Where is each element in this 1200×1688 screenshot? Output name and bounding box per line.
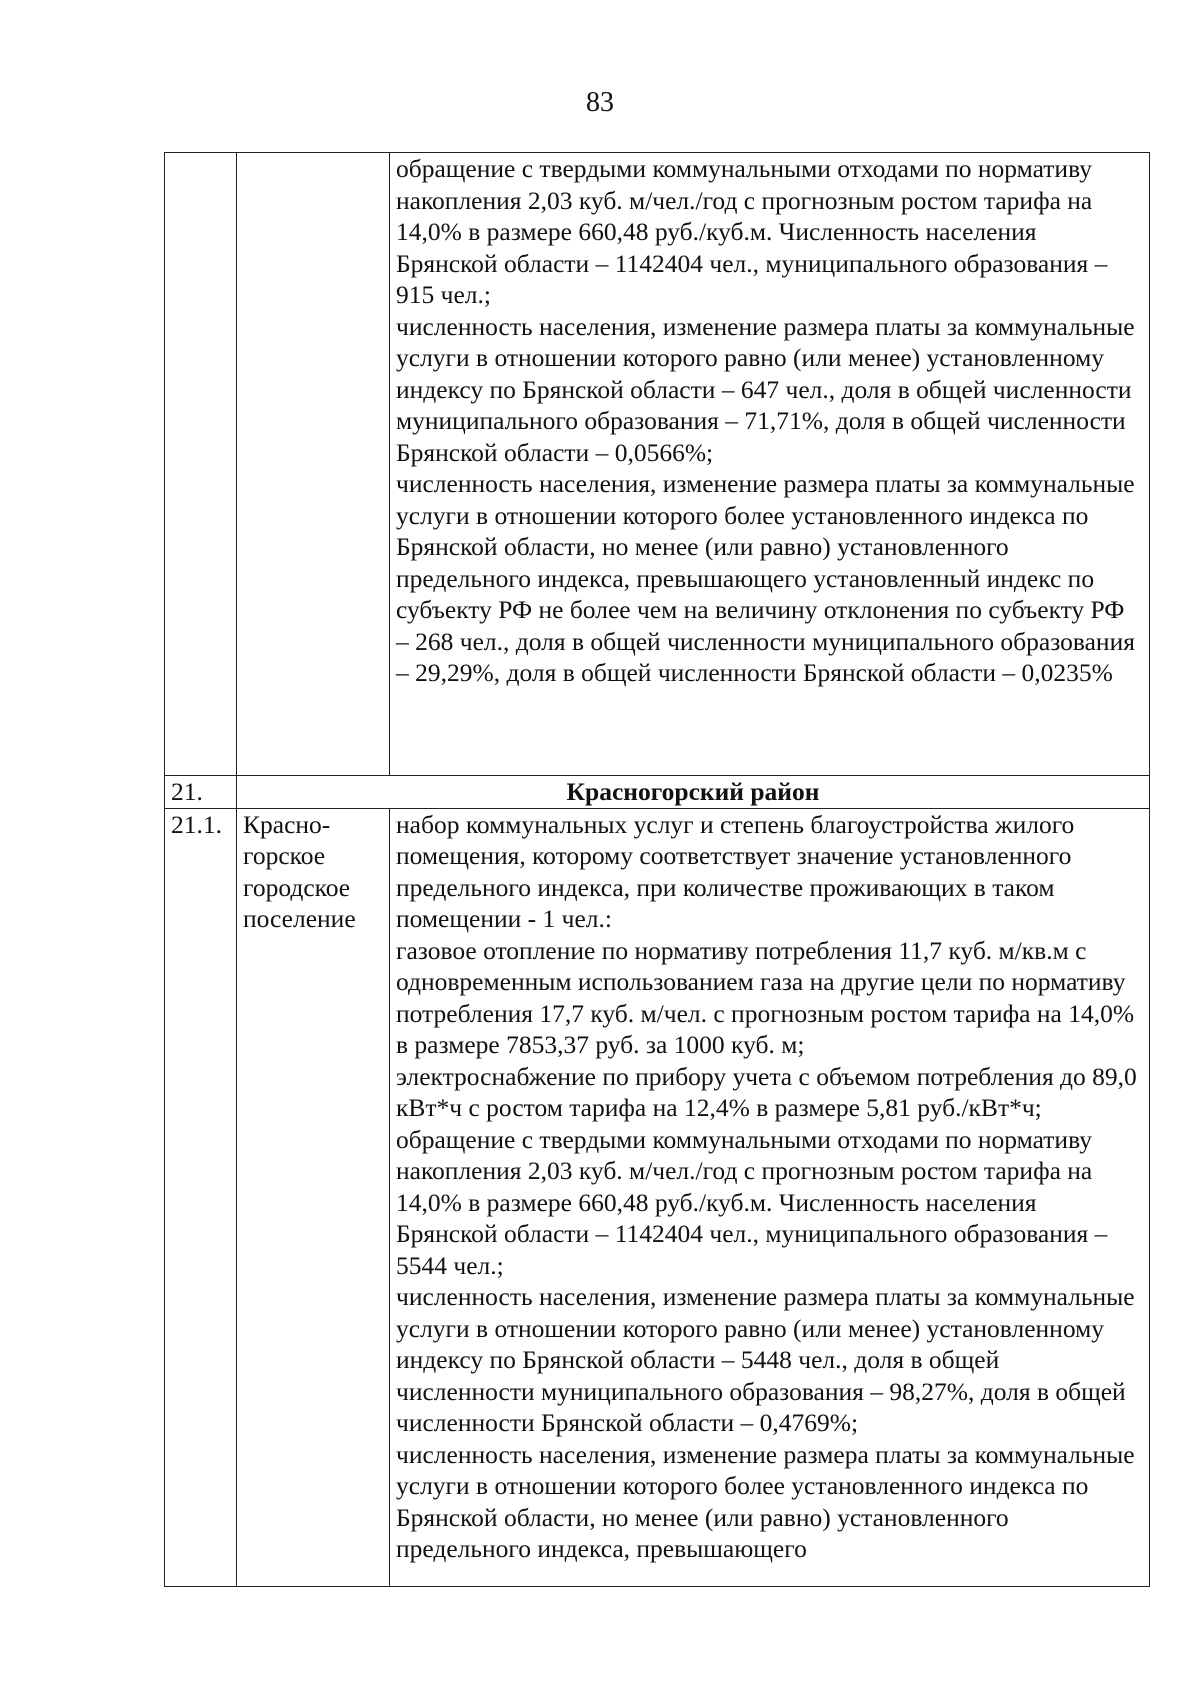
district-name: Красногорский район	[237, 776, 1150, 809]
table-row-21-1	[165, 808, 1150, 1586]
paragraph-service-set: набор коммунальных услуг и степень благоустройства жилого помещения, которому соответствует значение установленного предельного индекса, при количестве проживающих в таком помещении - 1 чел.:	[396, 809, 1075, 933]
description-cell	[390, 808, 1150, 1586]
paragraph-electricity: электроснабжение по прибору учета с объемом потребления до 89,0 кВт*ч с ростом тарифа на 12,4% в размере 5,81 руб./кВт*ч;	[396, 1061, 1137, 1122]
paragraph-population-above-index: численность населения, изменение размера платы за коммунальные услуги в отношении которого более установленного индекса по Брянской области, но менее (или равно) установленного предельного индекса, превышающего	[396, 1439, 1135, 1563]
settlement-line: Красно-	[243, 809, 331, 839]
page-number: 83	[586, 87, 614, 118]
row-number-cell	[165, 153, 237, 776]
paragraph-waste-5544: обращение с твердыми коммунальными отходами по нормативу накопления 2,03 куб. м/чел./год с прогнозным ростом тарифа на 14,0% в размере 660,48 руб./куб.м. Численность населения Брянской области – 1142404 чел., муниципального образования – 5544 чел.;	[396, 1124, 1108, 1280]
settlement-line: горское	[243, 841, 326, 870]
district-number-cell: 21.	[165, 776, 237, 809]
paragraph-population-below-index: численность населения, изменение размера платы за коммунальные услуги в отношении которого равно (или менее) установленному индексу по Брянской области – 647 чел., доля в общей численности муниципального образования – 71,71%, доля в общей численности Брянской области – 0,0566%;	[396, 311, 1135, 467]
district-row	[165, 776, 1150, 809]
table-row-continued	[165, 153, 1150, 776]
description-cell	[390, 153, 1150, 776]
paragraph-gas-heating: газовое отопление по нормативу потребления 11,7 куб. м/кв.м с одновременным использованием газа на другие цели по нормативу потребления 17,7 куб. м/чел. с прогнозным ростом тарифа на 14,0% в размере 7853,37 руб. за 1000 куб. м;	[396, 935, 1135, 1059]
paragraph-population-below-index: численность населения, изменение размера платы за коммунальные услуги в отношении которого равно (или менее) установленному индексу по Брянской области – 5448 чел., доля в общей численности муниципального образования – 98,27%, доля в общей численности Брянской области – 0,4769%;	[396, 1282, 1135, 1437]
settlement-cell	[237, 153, 390, 776]
paragraph-population-above-index: численность населения, изменение размера платы за коммунальные услуги в отношении которого более установленного индекса по Брянской области, но менее (или равно) установленного предельного индекса, превышающего установленный индекс по субъекту РФ не более чем на величину отклонения по субъекту РФ – 268 чел., доля в общей численности муниципального образования – 29,29%, доля в общей численности Брянской области – 0,0235%	[396, 469, 1135, 687]
paragraph-waste-915: обращение с твердыми коммунальными отходами по нормативу накопления 2,03 куб. м/чел./год с прогнозным ростом тарифа на 14,0% в размере 660,48 руб./куб.м. Численность населения Брянской области – 1142404 чел., муниципального образования – 915 чел.;	[396, 154, 1108, 309]
tariff-table	[164, 152, 1150, 1587]
settlement-line: городское	[243, 872, 351, 902]
settlement-line: поселение	[243, 904, 356, 933]
row-number-cell: 21.1.	[165, 808, 237, 1586]
settlement-cell	[237, 808, 390, 1586]
